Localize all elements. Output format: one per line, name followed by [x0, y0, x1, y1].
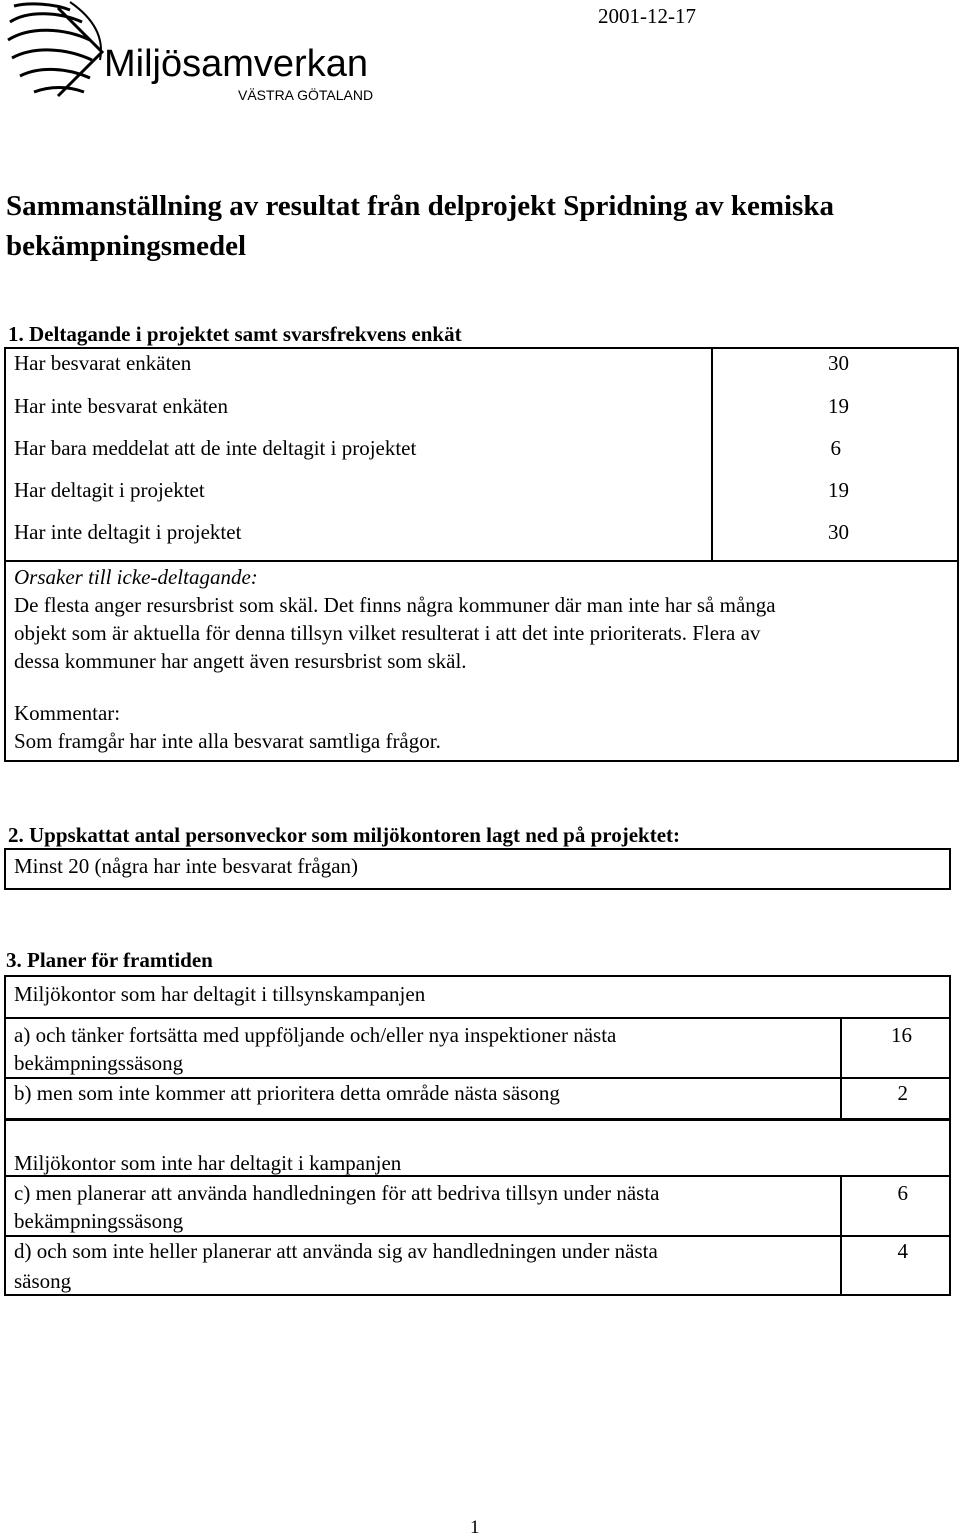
table-row-value: 30: [828, 520, 849, 544]
plan-row-text: b) men som inte kommer att prioritera detta område nästa säsong: [14, 1081, 560, 1105]
group-2-header: [4, 1119, 951, 1177]
reasons-label: Orsaker till icke-deltagande:: [14, 565, 258, 589]
logo-mark-icon: [0, 0, 400, 105]
column-divider: [840, 1019, 842, 1118]
page-number: 1: [470, 1517, 480, 1538]
row-divider: [6, 560, 957, 562]
plan-row-value: 16: [891, 1023, 912, 1047]
section-2-heading: 2. Uppskattat antal personveckor som miljökontoren lagt ned på projektet:: [8, 823, 681, 847]
comment-text: Som framgår har inte alla besvarat samtliga frågor.: [14, 729, 441, 753]
plan-row-text: c) men planerar att använda handledningen för att bedriva tillsyn under nästa: [14, 1181, 660, 1205]
plan-row-value: 4: [897, 1239, 908, 1263]
reasons-line: dessa kommuner har angett även resursbrist som skäl.: [14, 649, 467, 673]
group-2-label: Miljökontor som inte har deltagit i kampanjen: [14, 1151, 402, 1175]
reasons-line: De flesta anger resursbrist som skäl. Det finns några kommuner där man inte har så många: [14, 593, 776, 617]
plan-row-value: 2: [897, 1081, 908, 1105]
section-3-heading: 3. Planer för framtiden: [6, 948, 213, 972]
plan-row-text: a) och tänker fortsätta med uppföljande och/eller nya inspektioner nästa: [14, 1023, 617, 1047]
table-row-label: Har inte besvarat enkäten: [14, 394, 228, 418]
column-divider: [711, 349, 713, 560]
section-1-table: [4, 347, 959, 762]
plan-row-text: bekämpningssäsong: [14, 1051, 184, 1075]
table-row-label: Har besvarat enkäten: [14, 351, 192, 375]
table-row-value: 30: [828, 351, 849, 375]
plan-row-text: säsong: [14, 1269, 72, 1293]
document-date: 2001-12-17: [598, 4, 696, 28]
group-2-table: [4, 1175, 951, 1296]
table-row-label: Har deltagit i projektet: [14, 478, 205, 502]
section-2-answer: Minst 20 (några har inte besvarat frågan): [14, 854, 359, 878]
logo-text: Miljösamverkan: [104, 43, 368, 85]
document-title: Sammanställning av resultat från delprojekt Spridning av kemiska bekämpningsmedel: [6, 190, 834, 262]
plan-row-text: d) och som inte heller planerar att använda sig av handledningen under nästa: [14, 1239, 658, 1263]
organization-logo: [0, 0, 400, 105]
section-1-heading: 1. Deltagande i projektet samt svarsfrekvens enkät: [8, 322, 462, 346]
logo-subtext: VÄSTRA GÖTALAND: [238, 87, 374, 103]
group-1-table: [4, 1017, 951, 1120]
table-row-label: Har bara meddelat att de inte deltagit i projektet: [14, 436, 417, 460]
table-row-value: 19: [828, 394, 849, 418]
plan-row-value: 6: [897, 1181, 908, 1205]
group-1-label: Miljökontor som har deltagit i tillsynskampanjen: [14, 982, 426, 1006]
table-row-label: Har inte deltagit i projektet: [14, 520, 242, 544]
table-row-value: 19: [828, 478, 849, 502]
comment-label: Kommentar:: [14, 701, 121, 725]
section-2-answer-box: [4, 848, 951, 890]
plan-row-text: bekämpningssäsong: [14, 1209, 184, 1233]
group-1-header: [4, 975, 951, 1019]
reasons-line: objekt som är aktuella för denna tillsyn vilket resulterat i att det inte prioriterats. Flera av: [14, 621, 761, 645]
table-row-value: 6: [830, 436, 841, 460]
